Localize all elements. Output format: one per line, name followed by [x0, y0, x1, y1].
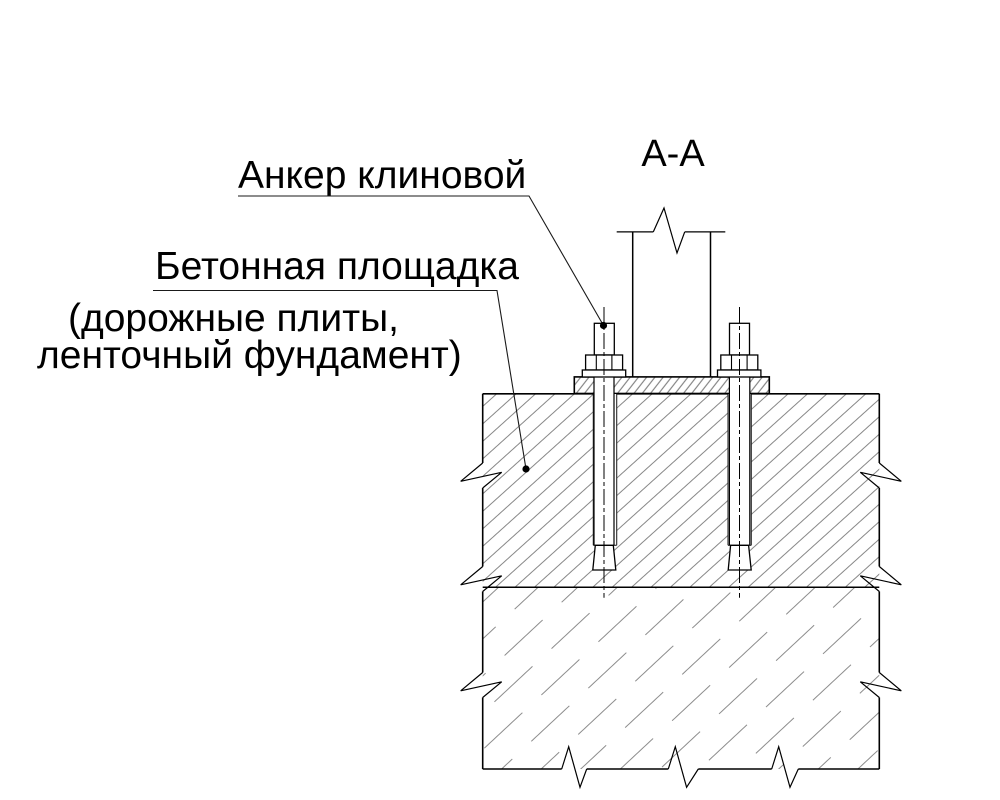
pad-callout-dot [522, 465, 529, 472]
anchor-callout-label: Анкер клиновой [238, 154, 527, 197]
foundation-block [483, 587, 880, 769]
pad-callout-line3: ленточный фундамент) [37, 334, 462, 377]
anchor-callout-dot [600, 322, 607, 329]
section-label: А-А [641, 133, 705, 175]
column-break-symbol [653, 208, 684, 253]
pad-callout-line1: Бетонная площадка [155, 245, 519, 288]
column-flange-lines [633, 232, 711, 377]
concrete-pad-hatch [483, 394, 880, 588]
pad-callout-line2: (дорожные плиты, [68, 297, 399, 340]
concrete-pad-callout [37, 245, 530, 473]
steel-column [617, 208, 726, 377]
foundation-hatch [483, 587, 880, 769]
concrete-pad-block [483, 394, 880, 588]
drill-hole-left [593, 394, 616, 545]
anchor-bolt-left [593, 376, 617, 570]
